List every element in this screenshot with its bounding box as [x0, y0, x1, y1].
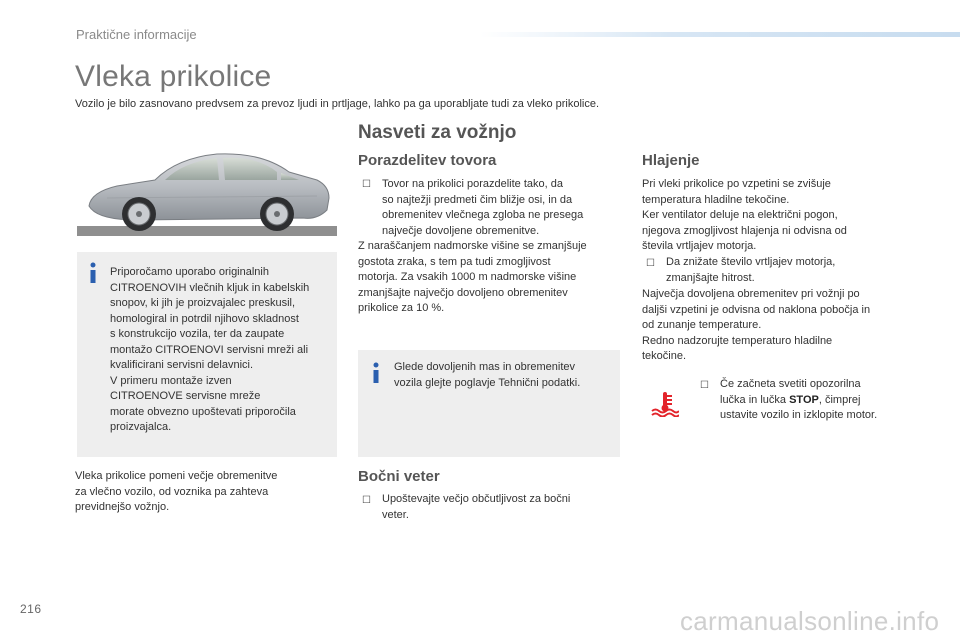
info-icon [87, 262, 99, 284]
checkbox-bullet-icon: ☐ [362, 179, 371, 190]
cooling-text-1: Pri vleki prikolice po vzpetini se zvišuje temperatura hladilne tekočine. Ker ventilator deluje na električni pogon, njegova zmogljivost hlajenja ni odvisna od števila vrtljajev motorja. [642, 178, 847, 252]
checkbox-bullet-icon: ☐ [362, 495, 371, 506]
info-box-recommendation [77, 252, 337, 457]
altitude-text: Z naraščanjem nadmorske višine se zmanjšuje gostota zraka, s tem pa tudi zmogljivost motorja. Za vsakih 1000 m nadmorske višine zmanjšajte največjo dovoljeno obremenitev prikolice za 10 %. [358, 240, 587, 314]
towing-note: Vleka prikolice pomeni večje obremenitve za vlečno vozilo, od voznika pa zahteva previdnejšo vožnjo. [75, 470, 278, 513]
heading-cooling: Hlajenje [642, 152, 700, 169]
info-icon [370, 362, 382, 384]
coolant-temperature-warning-icon [651, 391, 679, 417]
heading-side-wind: Bočni veter [358, 468, 440, 485]
side-wind-bullet: Upoštevajte večjo občutljivost za bočni veter. [382, 493, 571, 521]
heading-load-distribution: Porazdelitev tovora [358, 152, 497, 169]
info-box-masses [358, 350, 620, 457]
checkbox-bullet-icon: ☐ [646, 258, 655, 269]
watermark: carmanualsonline.info [680, 606, 940, 636]
warning-text-post: , čimprej ustavite vozilo in izklopite motor. [720, 393, 878, 421]
section-heading-driving-tips: Nasveti za vožnjo [358, 122, 517, 143]
section-label: Praktične informacije [76, 27, 197, 42]
cooling-bullet-1: Da znižate število vrtljajev motorja, zmanjšajte hitrost. [666, 256, 836, 284]
checkbox-bullet-icon: ☐ [700, 380, 709, 391]
page-number: 216 [20, 602, 42, 616]
info-box-masses-text: Glede dovoljenih mas in obremenitev vozila glejte poglavje Tehnični podatki. [394, 361, 581, 389]
info-box-text: Priporočamo uporabo originalnih CITROENOVIH vlečnih kljuk in kabelskih snopov, ki jih je proizvajalec preskusil, homologiral in potrdil njihovo skladnost s konstrukcijo vozila, ter da zaupate montažo CITROENOVI servisni mreži ali kvalificirani servisni delavnici. V primeru montaže izven CITROENOVE servisne mreže morate obvezno upoštevati priporočila proizvajalca. [110, 266, 310, 433]
cooling-text-2: Največja dovoljena obremenitev pri vožnji po daljši vzpetini je odvisna od naklona pobočja in od zunanje temperature. Redno nadzorujte temperaturo hladilne tekočine. [642, 288, 871, 362]
intro-text: Vozilo je bilo zasnovano predvsem za prevoz ljudi in prtljage, lahko pa ga uporabljate tudi za vleko prikolice. [75, 98, 600, 110]
car-illustration [77, 136, 337, 240]
warning-text-pre: Če začneta svetiti opozorilna lučka in lučka [720, 378, 861, 406]
stop-label: STOP [789, 393, 819, 406]
load-distribution-bullet: Tovor na prikolici porazdelite tako, da so najtežji predmeti čim bližje osi, in da obremenitev vlečnega zgloba ne presega največje dovoljene obremenitve. [382, 178, 584, 237]
page-title: Vleka prikolice [75, 60, 272, 93]
header-bar [480, 32, 960, 37]
warning-bullet [720, 377, 920, 424]
